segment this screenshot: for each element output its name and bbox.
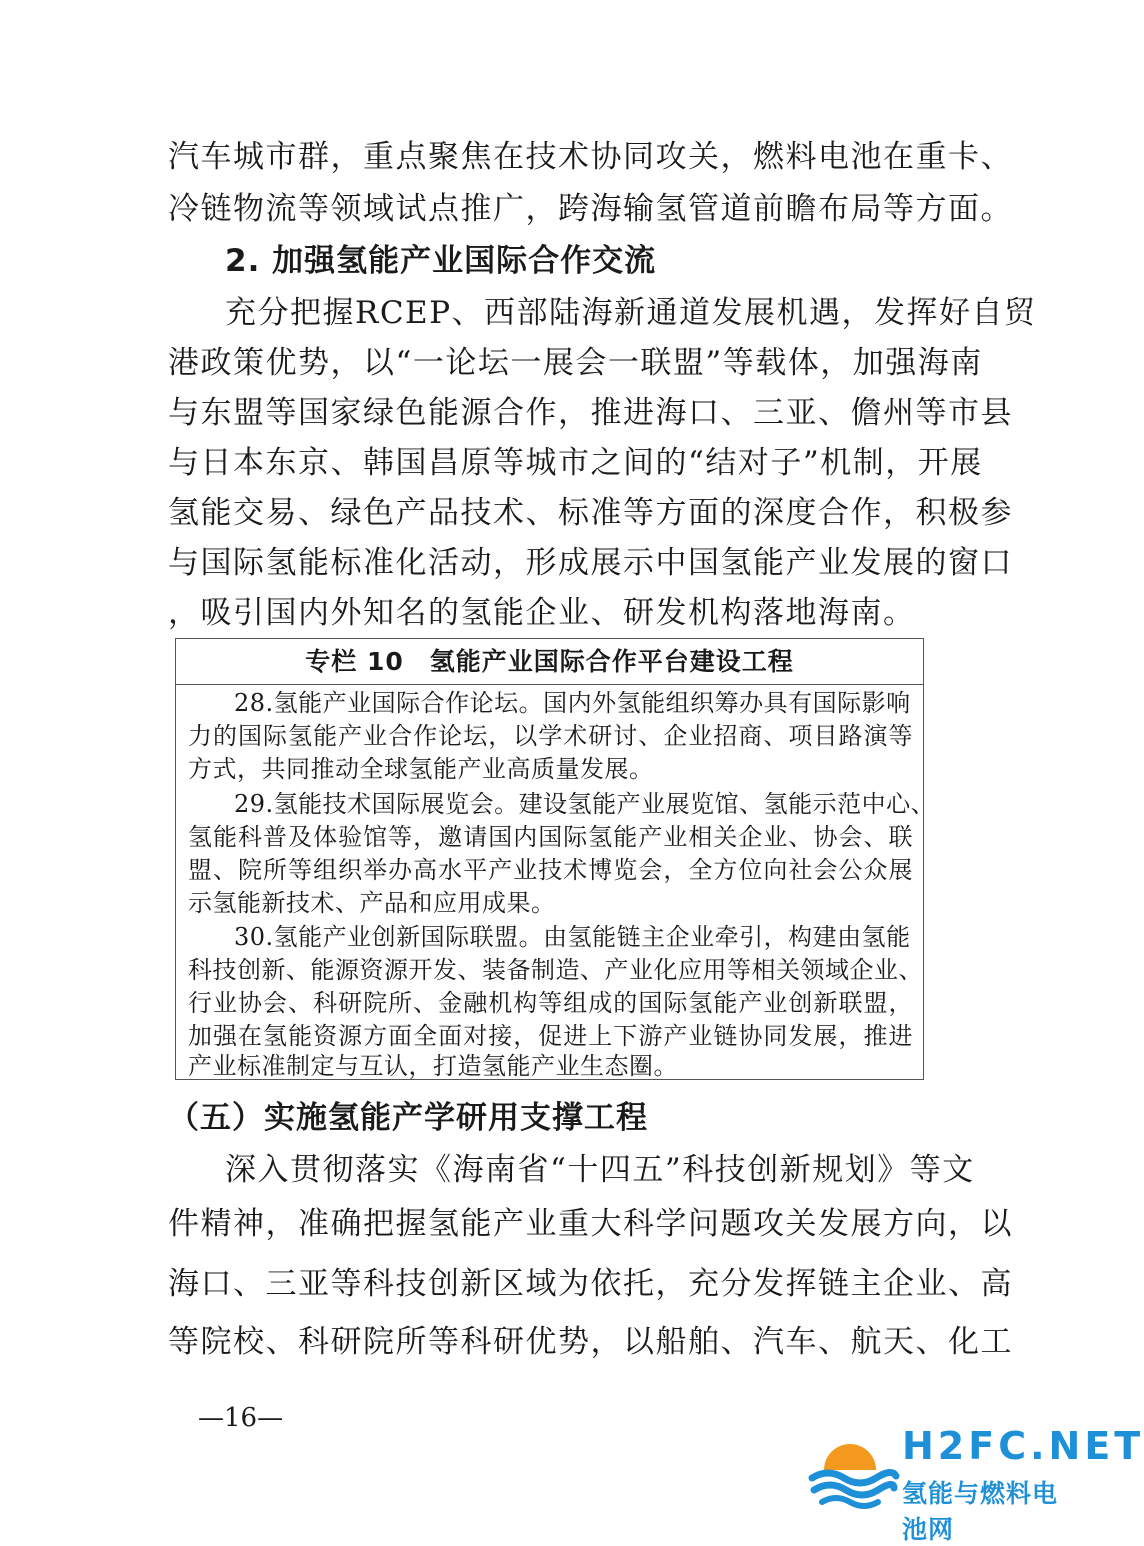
body-line: 与日本东京、韩国昌原等城市之间的“结对子”机制，开展 xyxy=(168,445,983,481)
info-box-line: 30.氢能产业创新国际联盟。由氢能链主企业牵引，构建由氢能 xyxy=(234,923,911,951)
info-box-line: 方式，共同推动全球氢能产业高质量发展。 xyxy=(188,755,654,783)
watermark xyxy=(804,1420,1144,1544)
info-box-line: 力的国际氢能产业合作论坛，以学术研讨、企业招商、项目路演等 xyxy=(188,722,913,750)
body-line: 等院校、科研院所等科研优势，以船舶、汽车、航天、化工 xyxy=(168,1324,1013,1360)
watermark-subtitle: 氢能与燃料电池网 xyxy=(902,1479,1059,1544)
section-heading: 2. 加强氢能产业国际合作交流 xyxy=(225,243,657,279)
body-line: 与东盟等国家绿色能源合作，推进海口、三亚、儋州等市县 xyxy=(168,395,1013,431)
body-line: 氢能交易、绿色产品技术、标准等方面的深度合作，积极参 xyxy=(168,495,1013,531)
body-line: 汽车城市群，重点聚焦在技术协同攻关，燃料电池在重卡、 xyxy=(168,139,1013,175)
body-line: 与国际氢能标准化活动，形成展示中国氢能产业发展的窗口 xyxy=(168,545,1013,581)
section-heading: （五）实施氢能产学研用支撑工程 xyxy=(168,1100,648,1136)
info-box-line: 示氢能新技术、产品和应用成果。 xyxy=(188,889,556,917)
body-line: 海口、三亚等科技创新区域为依托，充分发挥链主企业、高 xyxy=(168,1266,1013,1302)
body-line: 冷链物流等领域试点推广，跨海输氢管道前瞻布局等方面。 xyxy=(168,191,1013,227)
watermark-site: H2FC.NET xyxy=(902,1424,1144,1468)
body-line: 深入贯彻落实《海南省“十四五”科技创新规划》等文 xyxy=(225,1152,975,1188)
info-box xyxy=(175,638,936,1080)
page-number: —16— xyxy=(198,1403,284,1433)
info-box-line: 盟、院所等组织举办高水平产业技术博览会，全方位向社会公众展 xyxy=(188,856,913,884)
info-box-line: 产业标准制定与互认，打造氢能产业生态圈。 xyxy=(188,1052,678,1080)
info-box-line: 行业协会、科研院所、金融机构等组成的国际氢能产业创新联盟， xyxy=(188,989,913,1017)
info-box-line: 氢能科普及体验馆等，邀请国内国际氢能产业相关企业、协会、联 xyxy=(188,823,913,851)
body-line: 港政策优势，以“一论坛一展会一联盟”等载体，加强海南 xyxy=(168,345,983,381)
info-box-line: 28.氢能产业国际合作论坛。国内外氢能组织筹办具有国际影响 xyxy=(234,689,911,717)
info-box-line: 29.氢能技术国际展览会。建设氢能产业展览馆、氢能示范中心、 xyxy=(234,790,936,818)
body-line: 件精神，准确把握氢能产业重大科学问题攻关发展方向，以 xyxy=(168,1206,1013,1242)
body-line: ，吸引国内外知名的氢能企业、研发机构落地海南。 xyxy=(168,595,916,631)
info-box-title: 专栏 10 氢能产业国际合作平台建设工程 xyxy=(176,639,923,685)
body-line: 充分把握RCEP、西部陆海新通道发展机遇，发挥好自贸 xyxy=(225,295,1037,331)
sun-wave-logo-icon xyxy=(804,1422,896,1514)
info-box-line: 科技创新、能源资源开发、装备制造、产业化应用等相关领域企业、 xyxy=(188,956,923,984)
info-box-line: 加强在氢能资源方面全面对接，促进上下游产业链协同发展，推进 xyxy=(188,1022,913,1050)
